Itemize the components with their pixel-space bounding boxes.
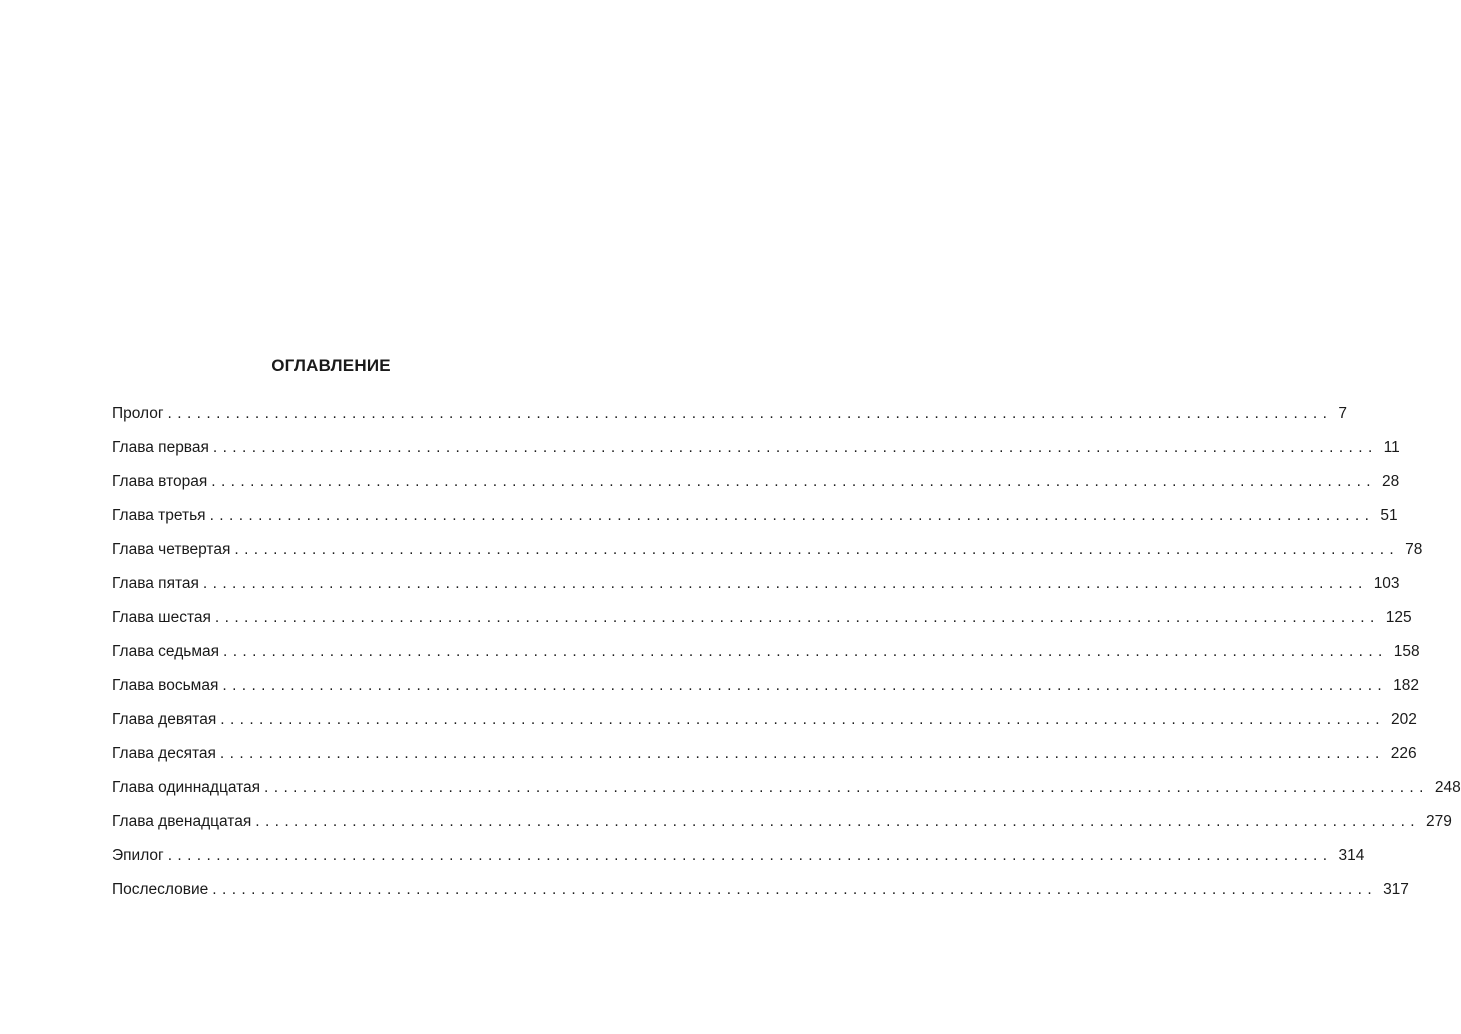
toc-entry-page: 314 [1338, 847, 1365, 864]
toc-entry-chapter-8[interactable] [112, 674, 1420, 708]
toc-entry-label: Эпилог [112, 847, 164, 864]
toc-entry-label: Глава седьмая [112, 643, 219, 660]
toc-entry-label: Глава десятая [112, 745, 216, 762]
toc-entry-page: 248 [1434, 779, 1461, 796]
dot-leader: ........................................................................................................................ [223, 643, 1388, 660]
dot-leader: ........................................................................................................................ [264, 779, 1429, 796]
toc-entry-label: Глава девятая [112, 711, 217, 728]
dot-leader: ........................................................................................................................ [255, 813, 1421, 830]
toc-entry-page: 28 [1382, 473, 1400, 490]
toc-entry-page: 51 [1380, 507, 1398, 524]
toc-entry-page: 182 [1393, 677, 1420, 694]
dot-leader: ........................................................................................................................ [214, 609, 1380, 626]
dot-leader: ........................................................................................................................ [212, 881, 1378, 898]
toc-entry-page: 103 [1373, 575, 1400, 592]
dot-leader: ........................................................................................................................ [211, 473, 1377, 490]
toc-entry-label: Глава третья [112, 507, 206, 524]
toc-entry-label: Глава пятая [112, 575, 199, 592]
toc-entry-page: 7 [1338, 405, 1347, 422]
toc-entry-page: 226 [1390, 745, 1417, 762]
dot-leader: ........................................................................................................................ [167, 405, 1333, 422]
toc-list [112, 402, 1461, 912]
toc-entry-page: 11 [1383, 439, 1400, 456]
dot-leader: ........................................................................................................................ [234, 541, 1400, 558]
toc-entry-chapter-10[interactable] [112, 742, 1417, 776]
toc-entry-chapter-2[interactable] [112, 470, 1400, 504]
toc-entry-label: Глава одиннадцатая [112, 779, 261, 796]
toc-entry-label: Глава шестая [112, 609, 211, 626]
toc-entry-page: 317 [1383, 881, 1409, 898]
toc-entry-prologue[interactable] [112, 402, 1347, 436]
toc-entry-page: 202 [1391, 711, 1417, 728]
toc-entry-page: 125 [1385, 609, 1412, 626]
toc-entry-label: Пролог [112, 405, 164, 422]
toc-entry-label: Глава вторая [112, 473, 208, 490]
toc-title: ОГЛАВЛЕНИЕ [271, 356, 391, 375]
toc-entry-label: Послесловие [112, 881, 209, 898]
toc-entry-label: Глава двенадцатая [112, 813, 252, 830]
toc-entry-chapter-6[interactable] [112, 606, 1412, 640]
toc-entry-page: 279 [1426, 813, 1452, 830]
toc-entry-epilogue[interactable] [112, 844, 1365, 878]
toc-entry-page: 78 [1405, 541, 1423, 558]
dot-leader: ........................................................................................................................ [219, 745, 1385, 762]
dot-leader: ........................................................................................................................ [209, 507, 1375, 524]
toc-entry-chapter-12[interactable] [112, 810, 1452, 844]
toc-entry-chapter-3[interactable] [112, 504, 1398, 538]
dot-leader: ........................................................................................................................ [222, 677, 1388, 694]
toc-entry-afterword[interactable] [112, 878, 1409, 912]
toc-entry-label: Глава первая [112, 439, 209, 456]
dot-leader: ........................................................................................................................ [212, 439, 1378, 456]
toc-entry-page: 158 [1393, 643, 1420, 660]
toc-entry-label: Глава четвертая [112, 541, 231, 558]
toc-entry-chapter-5[interactable] [112, 572, 1400, 606]
toc-entry-chapter-9[interactable] [112, 708, 1417, 742]
toc-entry-chapter-4[interactable] [112, 538, 1423, 572]
toc-entry-chapter-7[interactable] [112, 640, 1420, 674]
dot-leader: ........................................................................................................................ [220, 711, 1386, 728]
dot-leader: ........................................................................................................................ [202, 575, 1368, 592]
toc-entry-label: Глава восьмая [112, 677, 219, 694]
dot-leader: ........................................................................................................................ [167, 847, 1333, 864]
toc-entry-chapter-1[interactable] [112, 436, 1400, 470]
toc-entry-chapter-11[interactable] [112, 776, 1461, 810]
